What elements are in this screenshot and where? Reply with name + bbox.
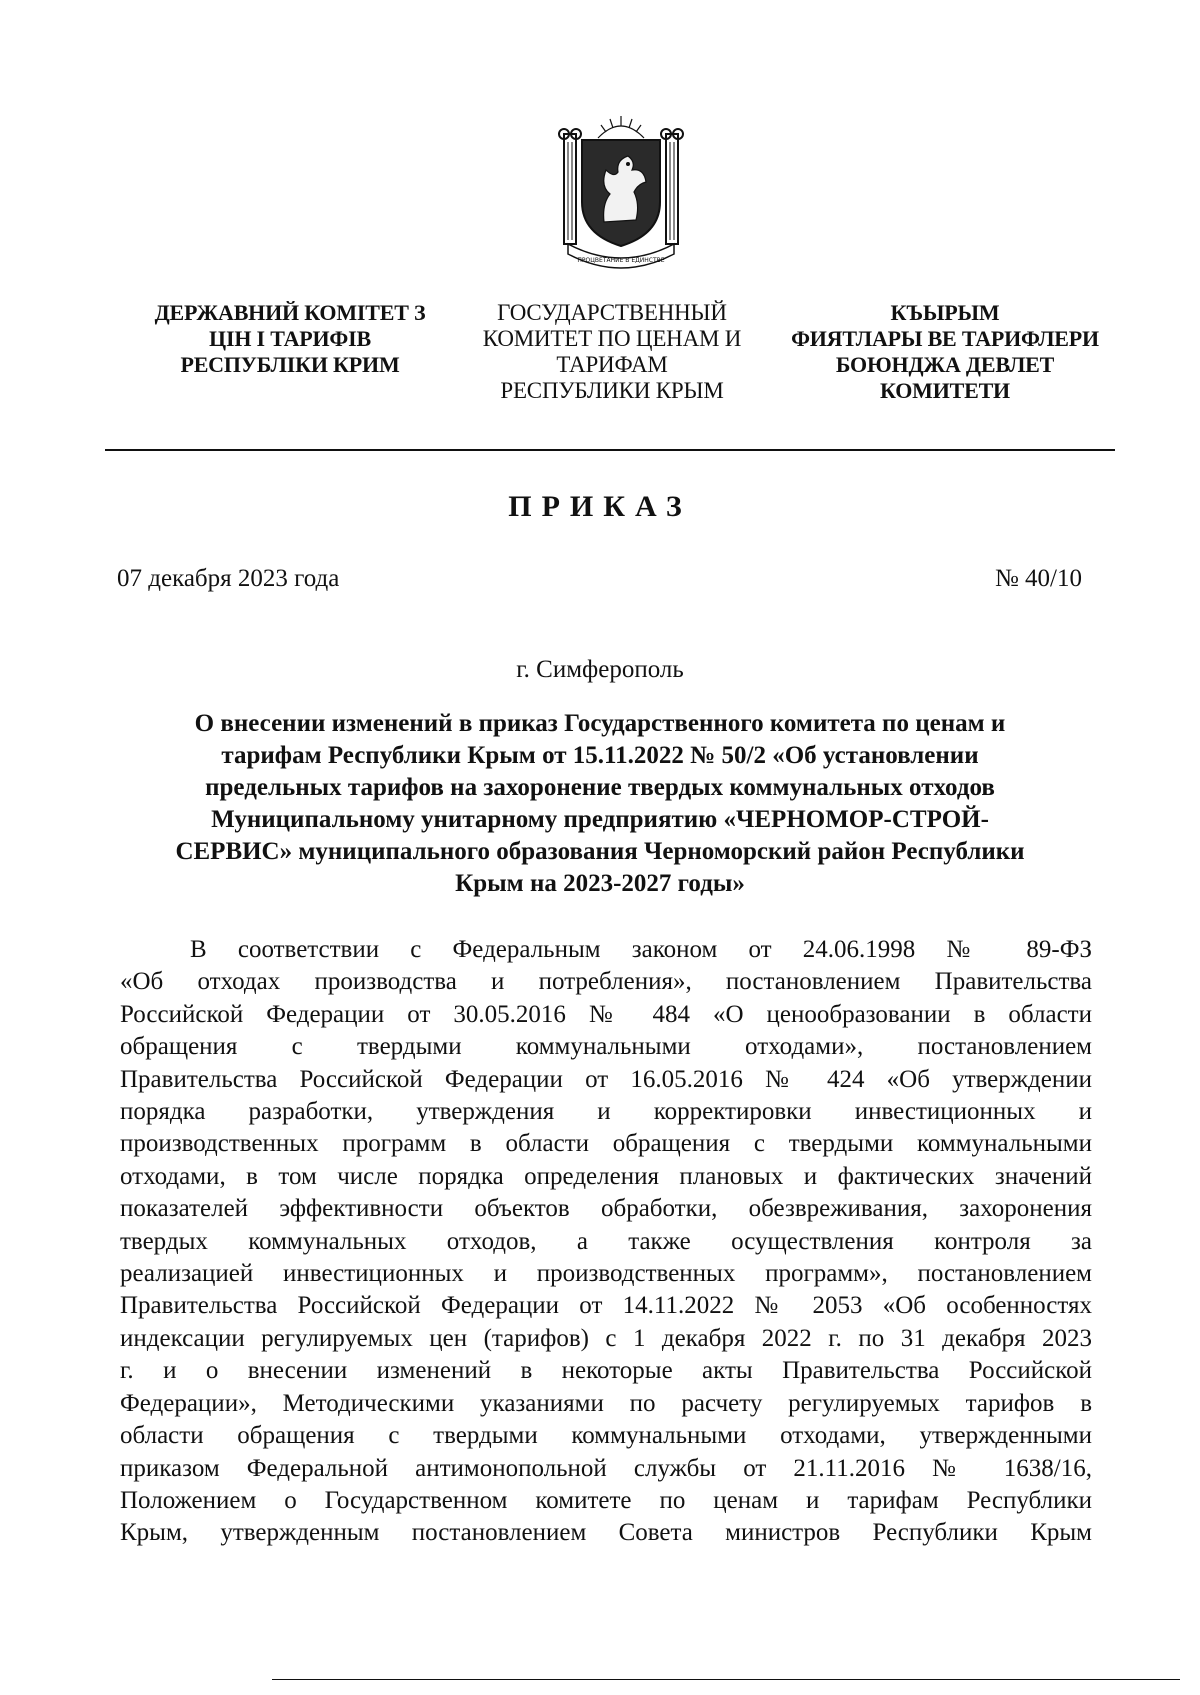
header-ua-line: ДЕРЖАВНИЙ КОМІТЕТ З	[154, 300, 426, 325]
document-title-line: О внесении изменений в приказ Государственного комитета по ценам и	[194, 710, 1006, 737]
body-line: приказом Федеральной антимонопольной службы от 21.11.2016 № 1638/16,	[120, 1454, 1092, 1482]
body-line: Российской Федерации от 30.05.2016 № 484 «О ценообразовании в области	[120, 1000, 1092, 1028]
body-line: отходами, в том числе порядка определения плановых и фактических значений	[120, 1162, 1092, 1190]
body-line: порядка разработки, утверждения и корректировки инвестиционных и	[120, 1098, 1092, 1126]
body-line: твердых коммунальных отходов, а также осуществления контроля за	[120, 1227, 1092, 1255]
body-line: «Об отходах производства и потребления», постановлением Правительства	[120, 968, 1092, 996]
body-line: Федерации», Методическими указаниями по расчету регулируемых тарифов в	[120, 1389, 1092, 1417]
header-ru-line: КОМИТЕТ ПО ЦЕНАМ И	[482, 326, 742, 351]
header-crh-line: БОЮНДЖА ДЕВЛЕТ	[835, 352, 1055, 377]
body-line: Правительства Российской Федерации от 14.11.2022 № 2053 «Об особенностях	[120, 1292, 1092, 1320]
header-russian	[462, 300, 762, 404]
body-line: В соответствии с Федеральным законом от 24.06.1998 № 89-ФЗ	[190, 936, 1092, 963]
body-line: области обращения с твердыми коммунальными отходами, утвержденными	[120, 1422, 1092, 1450]
svg-text:ПРОЦВЕТАНИЕ В ЕДИНСТВЕ: ПРОЦВЕТАНИЕ В ЕДИНСТВЕ	[577, 257, 665, 264]
header-ukrainian	[130, 300, 450, 378]
header-ru-line: РЕСПУБЛИКИ КРЫМ	[500, 378, 724, 403]
document-title-line: предельных тарифов на захоронение твердых коммунальных отходов	[205, 774, 995, 801]
document-title	[110, 708, 1090, 900]
order-date: 07 декабря 2023 года	[117, 565, 340, 592]
body-line: показателей эффективности объектов обработки, обезвреживания, захоронения	[120, 1195, 1092, 1223]
document-title-line: Крым на 2023-2027 годы»	[455, 870, 745, 897]
document-title-line: тарифам Республики Крым от 15.11.2022 № 50/2 «Об установлении	[221, 742, 979, 769]
footer-divider	[272, 1679, 1180, 1680]
header-crh-line: КЪЫРЫМ	[890, 300, 1000, 325]
body-line: Правительства Российской Федерации от 16.05.2016 № 424 «Об утверждении	[120, 1065, 1092, 1093]
order-city: г. Симферополь	[516, 656, 684, 683]
header-ua-line: ЦІН І ТАРИФІВ	[209, 326, 371, 351]
body-line: обращения с твердыми коммунальными отходами», постановлением	[120, 1033, 1092, 1061]
header-divider	[105, 449, 1115, 451]
document-title-line: СЕРВИС» муниципального образования Черноморский район Республики	[175, 838, 1025, 865]
crimea-coat-of-arms-icon	[558, 112, 684, 272]
document-title-line: Муниципальному унитарному предприятию «ЧЕРНОМОР-СТРОЙ-	[211, 806, 989, 833]
body-line: Крым, утвержденным постановлением Совета министров Республики Крым	[120, 1519, 1092, 1547]
header-ua-line: РЕСПУБЛІКИ КРИМ	[180, 352, 400, 377]
body-line: производственных программ в области обращения с твердыми коммунальными	[120, 1130, 1092, 1158]
header-ru-line: ТАРИФАМ	[556, 352, 668, 377]
header-crimean-tatar	[775, 300, 1115, 404]
order-title: ПРИКАЗ	[508, 490, 692, 523]
body-line: реализацией инвестиционных и производственных программ», постановлением	[120, 1260, 1092, 1288]
document-body	[120, 934, 1092, 1550]
body-line: Положением о Государственном комитете по ценам и тарифам Республики	[120, 1486, 1092, 1514]
order-number: № 40/10	[994, 565, 1082, 592]
header-ru-line: ГОСУДАРСТВЕННЫЙ	[497, 300, 727, 325]
header-crh-line: ФИЯТЛАРЫ ВЕ ТАРИФЛЕРИ	[791, 326, 1099, 351]
body-line: индексации регулируемых цен (тарифов) с 1 декабря 2022 г. по 31 декабря 2023	[120, 1324, 1092, 1352]
header-crh-line: КОМИТЕТИ	[880, 378, 1010, 403]
body-line: г. и о внесении изменений в некоторые акты Правительства Российской	[120, 1357, 1092, 1385]
